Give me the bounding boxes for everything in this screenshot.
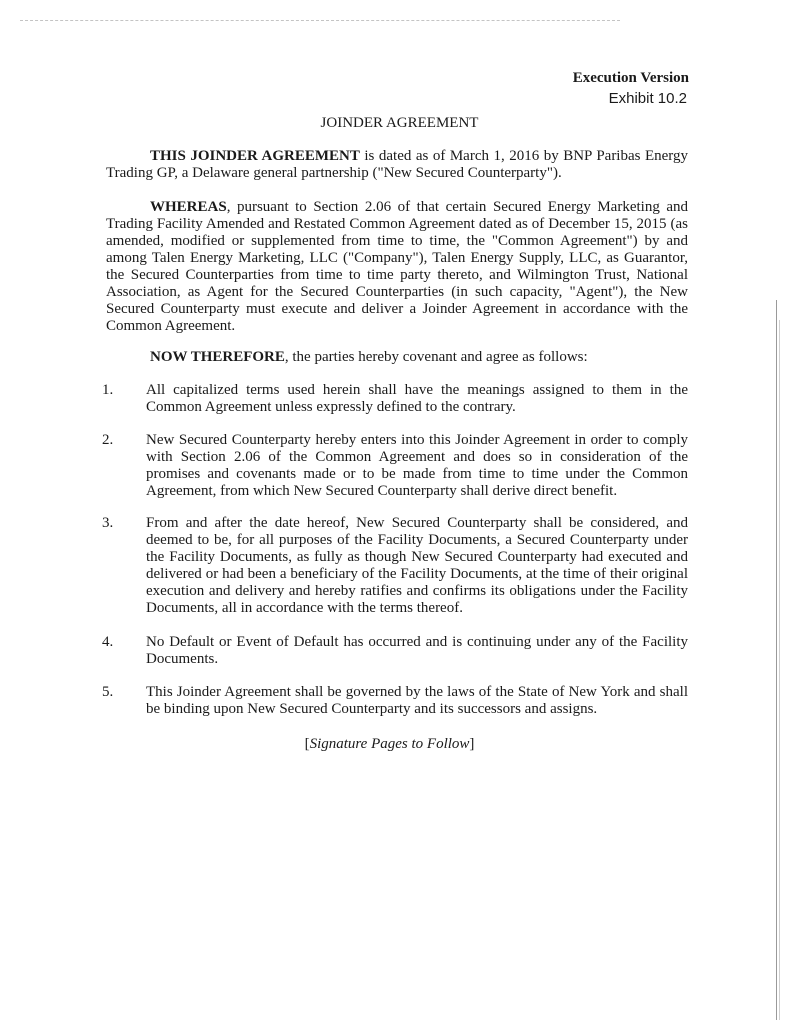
execution-version-label: Execution Version: [572, 70, 689, 86]
list-item-number: 4.: [102, 634, 114, 650]
list-item-4: [102, 634, 688, 668]
signature-pages-note: [0, 736, 779, 753]
list-item-1: [102, 382, 688, 416]
document-title: JOINDER AGREEMENT: [320, 115, 479, 131]
whereas-text: , pursuant to Section 2.06 of that certain Secured Energy Marketing and Trading Facility Amended and Restated Common Agreement dated as of December 15, 2015 (as amended, modified or supplemented from time to time, the "Common Agreement") by and among Talen Energy Marketing, LLC ("Company"), Talen Energy Supply, LLC, as Guarantor, the Secured Counterparties from time to time party thereto, and Wilmington Trust, National Association, as Agent for the Secured Counterparties (in such capacity, "Agent"), the New Secured Counterparty must execute and deliver a Joinder Agreement in accordance with the Common Agreement.: [106, 199, 688, 334]
scan-artifact-right-edge-faint: [779, 320, 780, 1020]
scan-artifact-top-line: [20, 20, 620, 21]
list-item-number: 1.: [102, 382, 114, 398]
whereas-paragraph: [106, 199, 688, 335]
list-item-3: [102, 515, 688, 617]
list-item-5: [102, 684, 688, 718]
bracket-close: ]: [469, 736, 475, 752]
intro-lead: THIS JOINDER AGREEMENT: [150, 148, 360, 164]
bracket-open: [: [304, 736, 310, 752]
whereas-lead: WHEREAS: [150, 199, 227, 215]
list-item-text: All capitalized terms used herein shall have the meanings assigned to them in the Common Agreement unless expressly defined to the contrary.: [146, 382, 688, 415]
intro-text: is dated as of March 1, 2016 by BNP Paribas Energy Trading GP, a Delaware general partnership ("New Secured Counterparty").: [106, 148, 689, 181]
intro-paragraph: [106, 148, 688, 182]
list-item-number: 5.: [102, 684, 114, 700]
now-therefore-paragraph: [106, 349, 688, 366]
list-item-text: From and after the date hereof, New Secured Counterparty shall be considered, and deemed to be, for all purposes of the Facility Documents, a Secured Counterparty under the Facility Documents, as fully as though New Secured Counterparty had executed and delivered or had been a beneficiary of the Facility Documents, at the time of their original execution and delivery and hereby ratifies and confirms its obligations under the Facility Documents, all in accordance with the terms thereof.: [146, 515, 688, 616]
signature-note-text: Signature Pages to Follow: [309, 736, 470, 752]
scan-artifact-right-edge: [776, 300, 777, 1020]
list-item-text: New Secured Counterparty hereby enters into this Joinder Agreement in order to comply with Section 2.06 of the Common Agreement and does so in consideration of the promises and covenants made or to be made from time to time under the Common Agreement, from which New Secured Counterparty shall derive direct benefit.: [146, 432, 688, 499]
list-item-text: This Joinder Agreement shall be governed by the laws of the State of New York and shall be binding upon New Secured Counterparty and its successors and assigns.: [146, 684, 688, 717]
exhibit-number: Exhibit 10.2: [608, 90, 687, 107]
list-item-2: [102, 432, 688, 500]
now-therefore-text: , the parties hereby covenant and agree as follows:: [284, 349, 588, 365]
list-item-number: 2.: [102, 432, 114, 448]
now-therefore-lead: NOW THEREFORE: [150, 349, 285, 365]
list-item-number: 3.: [102, 515, 114, 531]
list-item-text: No Default or Event of Default has occurred and is continuing under any of the Facility Documents.: [146, 634, 688, 667]
